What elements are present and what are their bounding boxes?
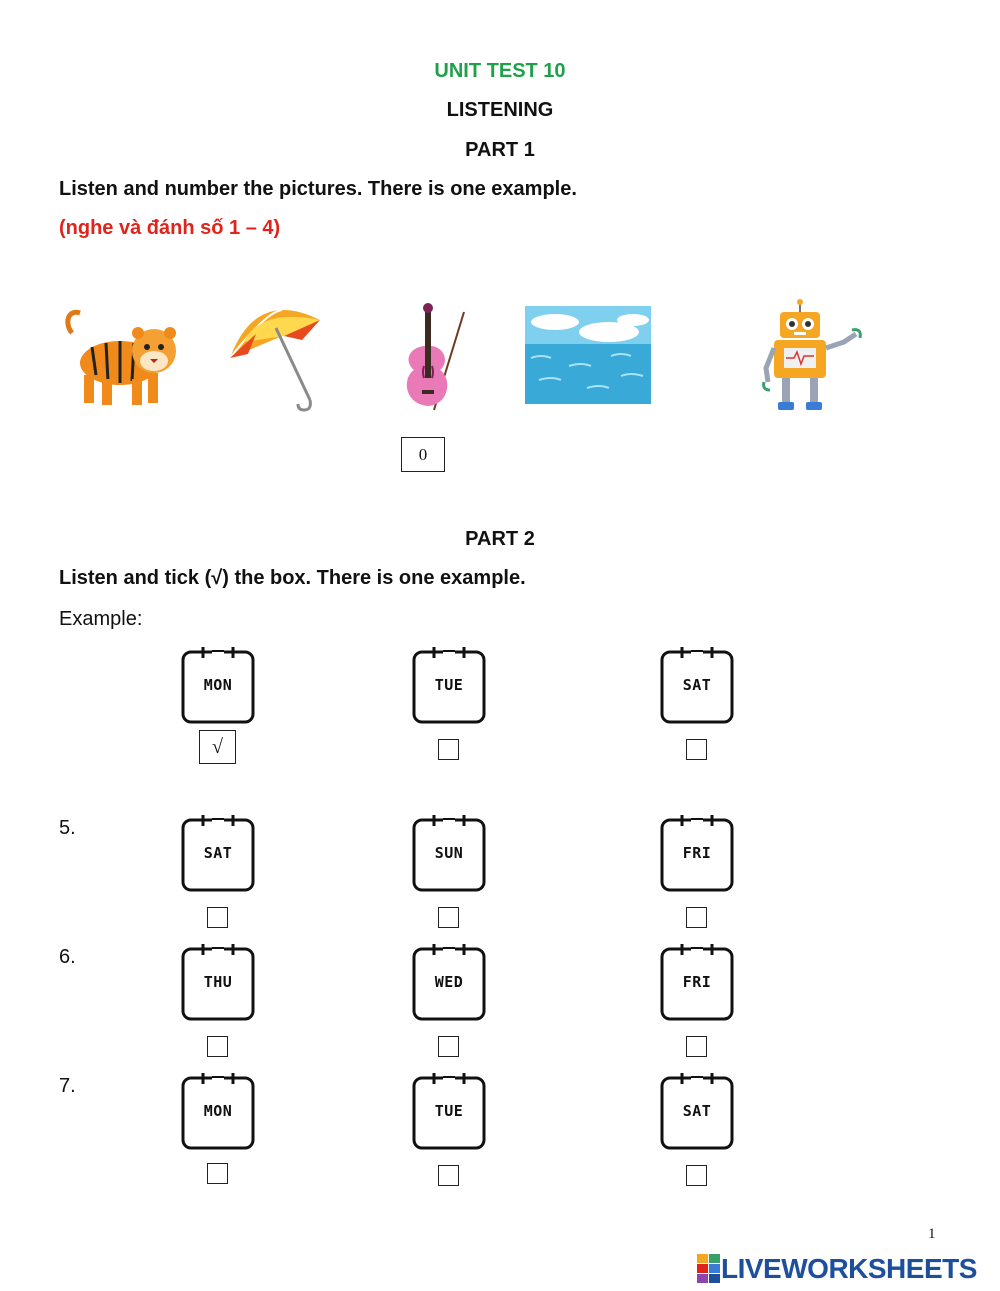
calendar-icon (660, 814, 734, 892)
calendar-day: FRI (682, 844, 712, 862)
example-number-box[interactable]: 0 (401, 437, 445, 472)
question-number: 7. (59, 1075, 76, 1097)
part1-title: PART 1 (465, 139, 535, 161)
answer-tick-box[interactable] (438, 1036, 459, 1057)
answer-tick-box[interactable] (207, 907, 228, 928)
example-tick-box[interactable] (438, 739, 459, 760)
calendar-icon (412, 814, 486, 892)
violin-picture (394, 296, 472, 414)
answer-tick-box[interactable] (686, 1036, 707, 1057)
answer-tick-box[interactable] (686, 1165, 707, 1186)
calendar-icon (412, 646, 486, 724)
calendar-icon (412, 1072, 486, 1150)
calendar-day: SAT (682, 1102, 712, 1120)
calendar-icon (660, 1072, 734, 1150)
answer-tick-box[interactable] (438, 907, 459, 928)
answer-tick-box[interactable] (207, 1163, 228, 1184)
calendar-icon (412, 943, 486, 1021)
calendar-day: THU (203, 973, 233, 991)
part2-title: PART 2 (465, 528, 535, 550)
answer-tick-box[interactable] (207, 1036, 228, 1057)
calendar-icon (660, 646, 734, 724)
calendar-icon (181, 1072, 255, 1150)
calendar-day: SUN (434, 844, 464, 862)
robot-picture (760, 298, 868, 414)
question-number: 5. (59, 817, 76, 839)
calendar-icon (181, 943, 255, 1021)
part2-instruction: Listen and tick (√) the box. There is one example. (59, 567, 526, 589)
answer-tick-box[interactable] (686, 907, 707, 928)
calendar-day: WED (434, 973, 464, 991)
part1-instruction: Listen and number the pictures. There is one example. (59, 178, 577, 200)
page-title: UNIT TEST 10 (434, 60, 566, 82)
brand-logo (697, 1253, 977, 1285)
calendar-icon (181, 646, 255, 724)
question-number: 6. (59, 946, 76, 968)
brand-name: LIVEWORKSHEETS (721, 1253, 977, 1284)
calendar-icon (181, 814, 255, 892)
umbrella-picture (226, 298, 324, 414)
calendar-day: FRI (682, 973, 712, 991)
calendar-day: TUE (434, 676, 464, 694)
example-label: Example: (59, 608, 143, 630)
calendar-day: TUE (434, 1102, 464, 1120)
page-number: 1 (928, 1226, 936, 1242)
calendar-day: MON (203, 1102, 233, 1120)
calendar-icon (660, 943, 734, 1021)
example-tick-box[interactable] (686, 739, 707, 760)
section-title: LISTENING (446, 99, 554, 121)
calendar-day: MON (203, 676, 233, 694)
calendar-day: SAT (203, 844, 233, 862)
sea-picture (525, 306, 651, 404)
brand-logo-icon (697, 1254, 721, 1284)
answer-tick-box[interactable] (438, 1165, 459, 1186)
example-tick-box[interactable]: √ (199, 730, 236, 764)
part1-note: (nghe và đánh số 1 – 4) (59, 217, 281, 239)
tiger-picture (62, 303, 186, 411)
calendar-day: SAT (682, 676, 712, 694)
